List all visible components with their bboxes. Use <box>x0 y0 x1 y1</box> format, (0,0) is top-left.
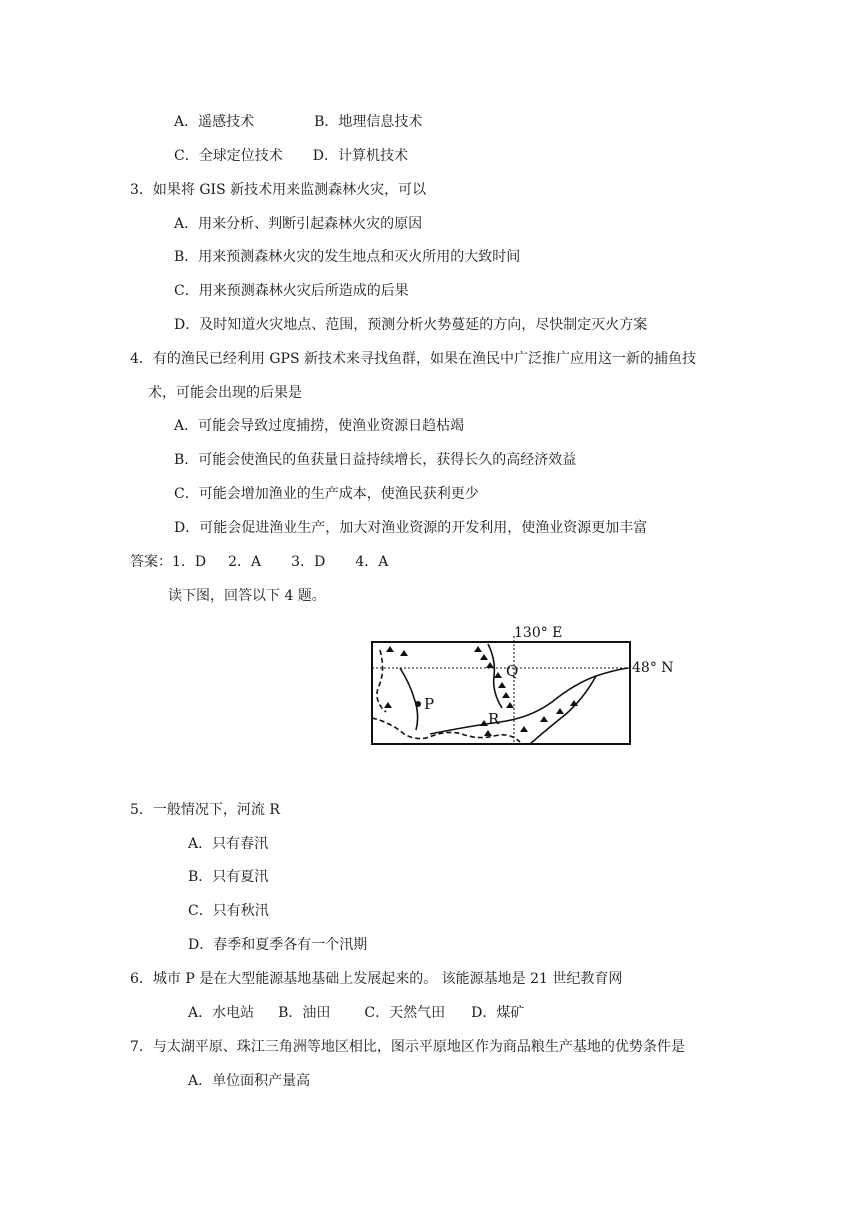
q2-options-row-2 <box>174 146 408 166</box>
answer-3: 3．D <box>291 554 326 570</box>
map-frame <box>372 642 630 744</box>
q6-option-a: A．水电站 <box>188 1005 255 1021</box>
river-r-label: R <box>488 710 500 728</box>
q5-option-b: B．只有夏汛 <box>188 869 269 885</box>
q5-stem: 5．一般情况下，河流 R <box>130 802 280 818</box>
answer-2: 2．A <box>228 554 262 570</box>
q3-option-d: D．及时知道火灾地点、范围，预测分析火势蔓延的方向，尽快制定灭火方案 <box>174 317 648 333</box>
border-line-west <box>377 650 386 712</box>
q6-option-b: B．油田 <box>278 1005 331 1021</box>
instruction-text: 读下图，回答以下 4 题。 <box>168 588 326 604</box>
q3-option-b: B．用来预测森林火灾的发生地点和灭火所用的大致时间 <box>174 249 521 265</box>
q5-option-a: A．只有春汛 <box>188 836 269 852</box>
q6-options <box>188 1003 524 1023</box>
q4-option-b: B．可能会使渔民的鱼获量日益持续增长，获得长久的高经济效益 <box>174 452 577 468</box>
q6-option-c: C．天然气田 <box>364 1005 446 1021</box>
q7-option-a: A．单位面积产量高 <box>188 1073 311 1089</box>
q3-option-a: A．用来分析、判断引起森林火灾的原因 <box>174 216 423 232</box>
point-q-label: Q <box>506 662 519 680</box>
river-r <box>430 668 628 734</box>
q4-stem-line-2: 术，可能会出现的后果是 <box>148 385 302 401</box>
q6-option-d: D．煤矿 <box>471 1005 525 1021</box>
q2-option-d: D．计算机技术 <box>312 148 408 164</box>
mountain-symbols <box>384 646 578 736</box>
longitude-label: 130° E <box>514 625 563 641</box>
q4-option-d: D．可能会促进渔业生产，加大对渔业资源的开发利用，使渔业资源更加丰富 <box>174 520 648 536</box>
q4-option-a: A．可能会导致过度捕捞，使渔业资源日趋枯竭 <box>174 418 465 434</box>
answer-4: 4．A <box>355 554 389 570</box>
q2-option-c: C．全球定位技术 <box>174 148 283 164</box>
q2-option-a: A．遥感技术 <box>174 114 255 130</box>
q3-option-c: C．用来预测森林火灾后所造成的后果 <box>174 283 409 299</box>
answer-label: 答案： <box>130 554 172 570</box>
q4-stem-line-1: 4．有的渔民已经利用 GPS 新技术来寻找鱼群，如果在渔民中广泛推广应用这一新的捕鱼技 <box>130 351 696 367</box>
latitude-label: 48° N <box>632 660 674 676</box>
answer-key <box>130 552 388 572</box>
q3-stem: 3．如果将 GIS 新技术用来监测森林火灾，可以 <box>130 182 427 198</box>
q4-option-c: C．可能会增加渔业的生产成本，使渔民获利更少 <box>174 486 479 502</box>
q6-stem: 6．城市 P 是在大型能源基地基础上发展起来的。 该能源基地是 21 世纪教育网 <box>130 971 623 987</box>
map-figure <box>370 622 686 772</box>
q5-option-c: C．只有秋汛 <box>188 903 269 919</box>
answer-1: 1．D <box>172 554 207 570</box>
q5-option-d: D．春季和夏季各有一个汛期 <box>188 937 368 953</box>
q7-stem: 7．与太湖平原、珠江三角洲等地区相比，图示平原地区作为商品粮生产基地的优势条件是 <box>130 1039 685 1055</box>
q2-option-b: B．地理信息技术 <box>314 114 423 130</box>
q2-options-row-1 <box>174 112 422 132</box>
city-p-label: P <box>424 695 435 713</box>
city-p-dot <box>415 701 421 707</box>
river-west <box>400 668 418 730</box>
